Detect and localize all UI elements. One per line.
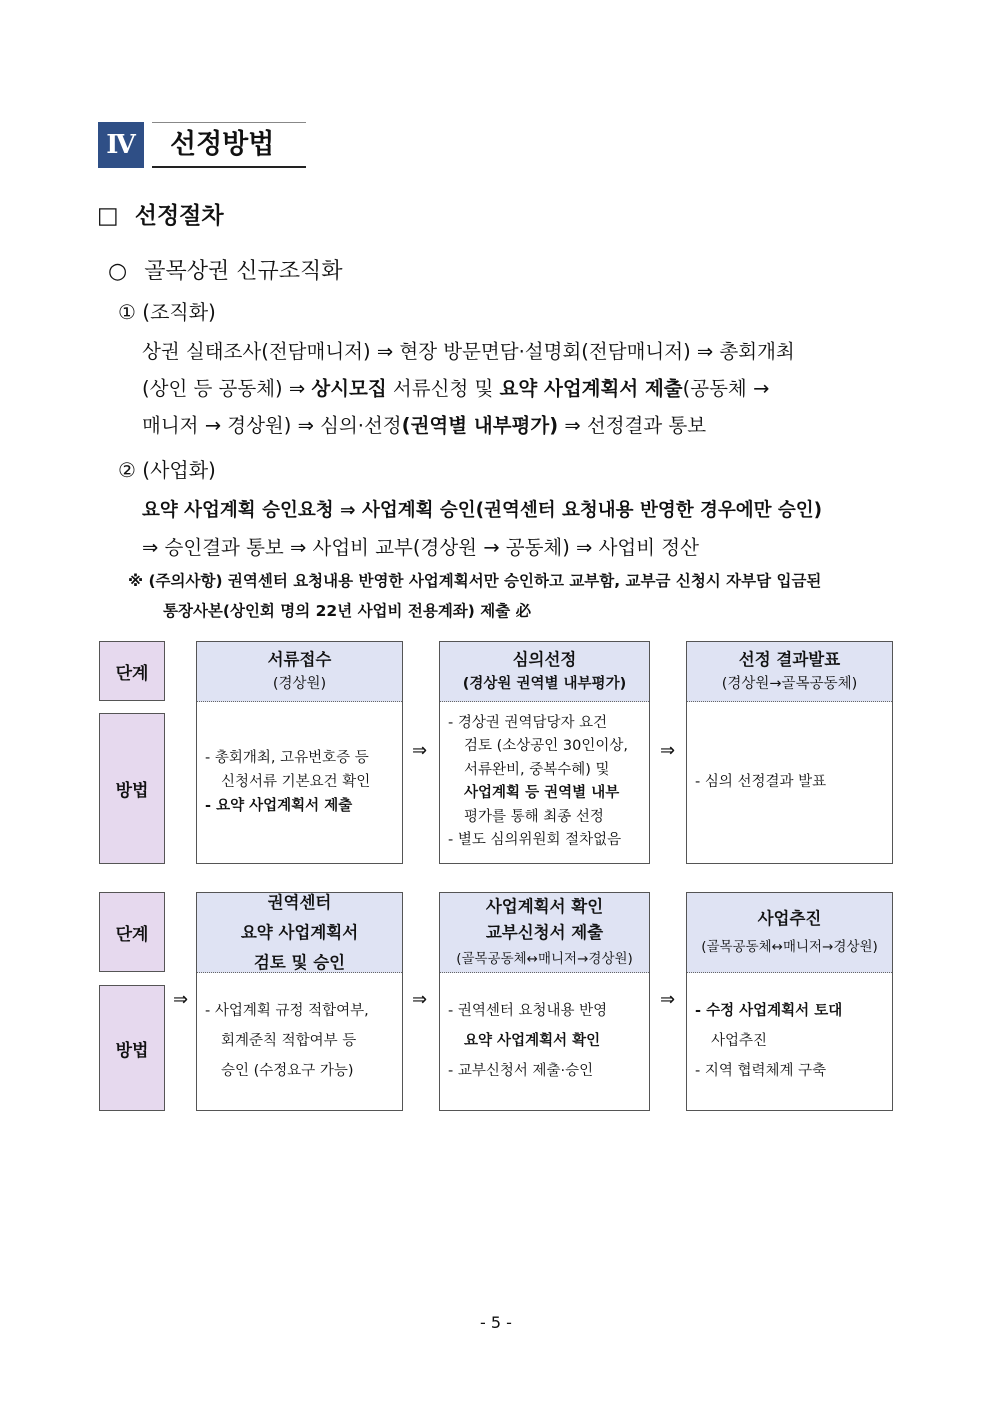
step1-line-3-text-b: ⇒ 선정결과 통보 <box>558 414 707 437</box>
step1-line-1: 상권 실태조사(전담매니저) ⇒ 현장 방문면담·설명회(전담매니저) ⇒ 총회개최 <box>142 340 795 363</box>
flow-box-subtitle: (경상원 권역별 내부평가) <box>462 675 627 692</box>
flow-box-body <box>440 973 649 1109</box>
note-line-2: 통장사본(상인회 명의 22년 사업비 전용계좌) 제출 必 <box>163 602 532 620</box>
subsection-title: 선정절차 <box>134 203 224 229</box>
flow-item: - 권역센터 요청내용 반영 <box>448 1003 608 1019</box>
flow-box-head <box>687 893 892 973</box>
flow-item: 서류완비, 중복수혜) 및 <box>464 761 610 778</box>
flow-box-head <box>197 893 402 973</box>
flow-box-head <box>440 642 649 702</box>
flow-box-title: 사업추진 <box>757 908 822 928</box>
step2-line-2: ⇒ 승인결과 통보 ⇒ 사업비 교부(경상원 → 공동체) ⇒ 사업비 정산 <box>142 536 699 559</box>
flow-item: - 요약 사업계획서 제출 <box>205 798 353 814</box>
flow-box-title: 사업계획서 확인 <box>485 896 604 916</box>
square-bullet-icon: □ <box>97 203 119 229</box>
flow-item: 사업추진 <box>711 1033 768 1049</box>
step1-paragraph <box>142 333 897 444</box>
step1-heading: ① (조직화) <box>118 300 216 324</box>
flow-box-title: 교부신청서 제출 <box>485 922 604 942</box>
step1-line-3-text-a: 매니저 → 경상원) ⇒ 심의·선정 <box>142 414 402 437</box>
flow-box-grant-application <box>439 892 650 1111</box>
flow-arrow: ⇒ <box>173 989 189 1010</box>
flow-arrow: ⇒ <box>412 740 428 761</box>
flow-box-body <box>687 702 892 862</box>
stage-label-row1: 단계 <box>99 641 165 701</box>
flow-box-project-execution <box>686 892 893 1111</box>
flow-box-title: 권역센터 <box>267 892 332 912</box>
flow-box-document-receipt <box>196 641 403 864</box>
flow-box-subtitle: (경상원→골목공동체) <box>721 675 858 692</box>
flow-box-center-approval <box>196 892 403 1111</box>
flow-box-head <box>440 893 649 973</box>
step1-line-2-bold-a: 상시모집 <box>311 377 387 400</box>
flow-box-body <box>197 973 402 1109</box>
flow-item: 승인 (수정요구 가능) <box>221 1063 354 1079</box>
flow-arrow: ⇒ <box>660 740 676 761</box>
page-number: - 5 - <box>480 1313 512 1332</box>
section-title-top-rule <box>152 122 306 123</box>
flow-box-head <box>687 642 892 702</box>
stage-label-row2: 단계 <box>99 892 165 972</box>
flow-box-title: 심의선정 <box>512 649 577 669</box>
flow-item: 요약 사업계획서 확인 <box>464 1033 601 1049</box>
note-line-1: ※ (주의사항) 권역센터 요청내용 반영한 사업계획서만 승인하고 교부함, 교부금 신청시 자부담 입금된 <box>128 572 822 590</box>
step1-line-2 <box>142 370 897 407</box>
method-label-row1: 방법 <box>99 713 165 864</box>
flow-item: - 경상권 권역담당자 요건 <box>448 714 608 731</box>
flow-item: 사업계획 등 권역별 내부 <box>464 785 620 801</box>
method-label-row2: 방법 <box>99 985 165 1111</box>
step1-line-2-text-b: 서류신청 및 <box>386 377 500 400</box>
flow-item: 검토 (소상공인 30인이상, <box>464 738 628 754</box>
flow-item: - 사업계획 규정 적합여부, <box>205 1003 369 1019</box>
section-numeral: Ⅳ <box>98 122 144 168</box>
flow-item: - 지역 협력체계 구축 <box>695 1063 827 1079</box>
flow-box-head <box>197 642 402 702</box>
circle-bullet-icon: ○ <box>108 259 128 284</box>
flow-box-subtitle: (골목공동체↔매니저→경상원) <box>456 950 633 967</box>
subsection-heading <box>97 200 224 232</box>
flow-item: 평가를 통해 최종 선정 <box>464 808 604 825</box>
topic-heading <box>108 256 342 288</box>
flow-item: - 별도 심의위원회 절차없음 <box>448 832 622 848</box>
topic-title: 골목상권 신규조직화 <box>144 259 343 284</box>
step2-line-1: 요약 사업계획 승인요청 ⇒ 사업계획 승인(권역센터 요청내용 반영한 경우에만 승인) <box>142 500 823 521</box>
step1-line-2-text-c: (공동체 → <box>682 377 770 400</box>
flow-box-body <box>440 702 649 862</box>
step1-line-3-bold-a: (권역별 내부평가) <box>401 414 559 437</box>
flow-box-title: 요약 사업계획서 <box>240 922 359 942</box>
step1-line-2-bold-b: 요약 사업계획서 제출 <box>499 377 683 400</box>
flow-box-subtitle: (골목공동체↔매니저→경상원) <box>701 938 878 955</box>
flow-item: - 교부신청서 제출·승인 <box>448 1063 594 1079</box>
step1-line-2-text-a: (상인 등 공동체) ⇒ <box>142 377 312 400</box>
flow-item: 신청서류 기본요건 확인 <box>221 774 371 790</box>
step1-line-3 <box>142 407 897 444</box>
flow-arrow: ⇒ <box>660 989 676 1010</box>
flow-box-body <box>197 702 402 862</box>
flow-item: - 총회개최, 고유번호증 등 <box>205 750 369 766</box>
flow-item: - 심의 선정결과 발표 <box>695 774 827 790</box>
step2-heading: ② (사업화) <box>118 458 216 482</box>
section-title: 선정방법 <box>170 129 275 160</box>
flow-box-body <box>687 973 892 1109</box>
flow-box-title: 선정 결과발표 <box>738 649 841 669</box>
flow-box-review-selection <box>439 641 650 864</box>
flow-box-subtitle: (경상원) <box>272 675 327 692</box>
flow-item: - 수정 사업계획서 토대 <box>695 1003 843 1019</box>
flow-arrow: ⇒ <box>412 989 428 1010</box>
flow-item: 회계준칙 적합여부 등 <box>221 1033 357 1049</box>
flow-box-title: 검토 및 승인 <box>253 952 346 972</box>
flow-box-result-announcement <box>686 641 893 864</box>
flow-box-title: 서류접수 <box>267 649 332 669</box>
section-title-underline <box>152 166 306 168</box>
